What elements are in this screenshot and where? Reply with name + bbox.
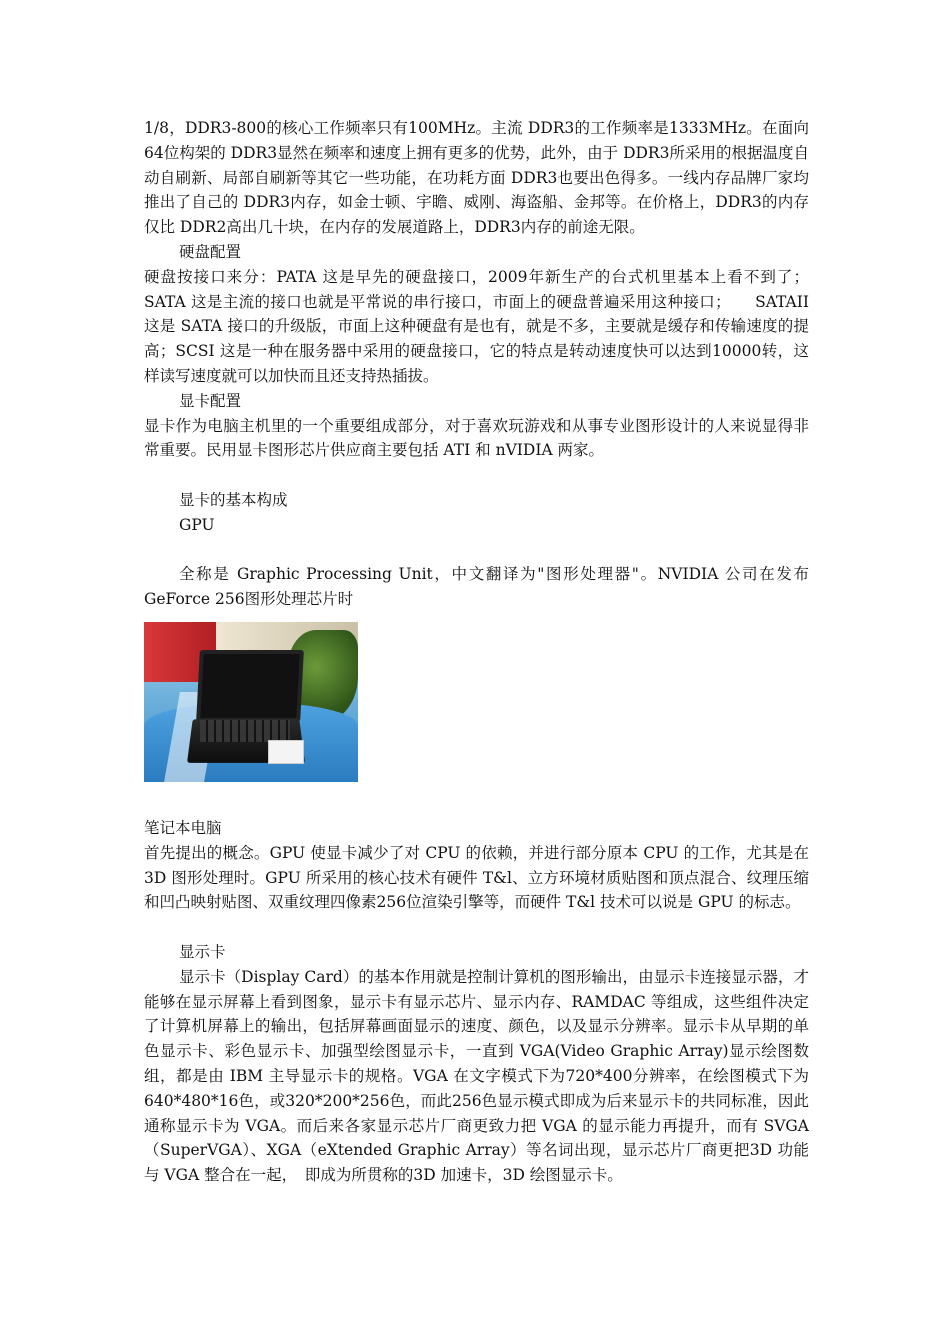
heading-display-card: 显示卡 xyxy=(179,942,226,961)
paragraph-gpu-config: 显卡作为电脑主机里的一个重要组成部分，对于喜欢玩游戏和从事专业图形设计的人来说显得非常重要。民用显卡图形芯片供应商主要包括 ATI 和 nVIDIA 两家。 xyxy=(144,416,809,460)
heading-basic-structure: 显卡的基本构成 xyxy=(179,490,288,509)
document-body xyxy=(144,116,809,1188)
blank-line xyxy=(144,463,809,488)
heading-disk-config: 硬盘配置 xyxy=(179,242,242,261)
paragraph-disk: 硬盘按接口来分：PATA 这是早先的硬盘接口，2009年新生产的台式机里基本上看不到了；SATA 这是主流的接口也就是平常说的串行接口，市面上的硬盘普遍采用这种接口； SATAII 这是 SATA 接口的升级版，市面上这种硬盘有是也有，就是不多，主要就是缓存和传输速度的提高；SCSI 这是一种在服务器中采用的硬盘接口，它的特点是转动速度快可以达到10000转，这样读写速度就可以加快而且还支持热插拔。 xyxy=(144,267,809,385)
paragraph-display-card: 显示卡（Display Card）的基本作用就是控制计算机的图形输出，由显示卡连接显示器，才能够在显示屏幕上看到图象，显示卡有显示芯片、显示内存、RAMDAC 等组成，这些组件决定了计算机屏幕上的输出，包括屏幕画面显示的速度、颜色，以及显示分辨率。显示卡从早期的单色显示卡、彩色显示卡、加强型绘图显示卡，一直到 VGA(Video Graphic Array)显示绘图数组，都是由 IBM 主导显示卡的规格。VGA 在文字模式下为720*400分辨率，在绘图模式下为640*480*16色，或320*200*256色，而此256色显示模式即成为后来显示卡的共同标准，因此通称显示卡为 VGA。而后来各家显示芯片厂商更致力把 VGA 的显示能力再提升，而有 SVGA（SuperVGA）、XGA（eXtended Graphic Array）等名词出现，显示芯片厂商更把3D 功能与 VGA 整合在一起， 即成为所贯称的3D 加速卡，3D 绘图显示卡。 xyxy=(144,967,809,1185)
laptop-photo xyxy=(144,622,358,782)
blank-line xyxy=(144,538,809,563)
paragraph-gpu-detail: 首先提出的概念。GPU 使显卡减少了对 CPU 的依赖，并进行部分原本 CPU 的工作，尤其是在3D 图形处理时。GPU 所采用的核心技术有硬件 T&l、立方环境材质贴图和顶点混合、纹理压缩和凹凸映射贴图、双重纹理四像素256位渲染引擎等，而硬件 T&l 技术可以说是 GPU 的标志。 xyxy=(144,843,809,912)
paragraph-ddr3: 1/8，DDR3-800的核心工作频率只有100MHz。主流 DDR3的工作频率是1333MHz。在面向64位构架的 DDR3显然在频率和速度上拥有更多的优势，此外，由于 DDR3所采用的根据温度自动自刷新、局部自刷新等其它一些功能，在功耗方面 DDR3也要出色得多。一线内存品牌厂家均推出了自己的 DDR3内存，如金士顿、宇瞻、威刚、海盗船、金邦等。在价格上，DDR3的内存仅比 DDR2高出几十块，在内存的发展道路上，DDR3内存的前途无限。 xyxy=(144,119,809,237)
heading-gpu: GPU xyxy=(179,515,215,534)
image-caption: 笔记本电脑 xyxy=(144,818,222,837)
blank-line xyxy=(144,915,809,940)
paragraph-gpu-intro: 全称是 Graphic Processing Unit，中文翻译为"图形处理器"。NVIDIA 公司在发布 GeForce 256图形处理芯片时 xyxy=(144,565,809,609)
heading-gpu-config: 显卡配置 xyxy=(179,391,242,410)
